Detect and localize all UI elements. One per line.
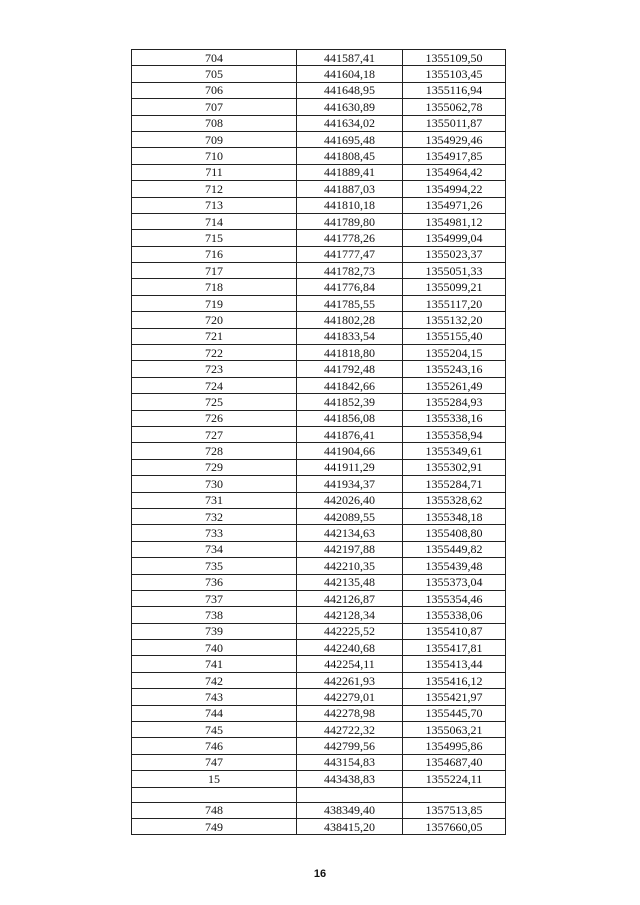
x-coordinate-cell: 442240,68 [297, 640, 403, 656]
table-row [132, 738, 506, 754]
y-coordinate-cell: 1355243,16 [403, 361, 506, 377]
table-row [132, 590, 506, 606]
x-coordinate-cell: 442799,56 [297, 738, 403, 754]
y-coordinate-cell: 1355417,81 [403, 640, 506, 656]
coordinates-table [131, 49, 506, 835]
point-number-cell: 713 [132, 197, 297, 213]
y-coordinate-cell: 1354995,86 [403, 738, 506, 754]
point-number-cell: 748 [132, 802, 297, 818]
y-coordinate-cell: 1354971,26 [403, 197, 506, 213]
x-coordinate-cell: 441889,41 [297, 164, 403, 180]
table-row [132, 246, 506, 262]
table-row [132, 295, 506, 311]
x-coordinate-cell: 442026,40 [297, 492, 403, 508]
y-coordinate-cell: 1355109,50 [403, 50, 506, 66]
y-coordinate-cell: 1355103,45 [403, 66, 506, 82]
x-coordinate-cell: 441802,28 [297, 312, 403, 328]
table-row [132, 558, 506, 574]
y-coordinate-cell: 1355421,97 [403, 689, 506, 705]
x-coordinate-cell: 442089,55 [297, 508, 403, 524]
x-coordinate-cell: 441777,47 [297, 246, 403, 262]
point-number-cell: 728 [132, 443, 297, 459]
y-coordinate-cell: 1355328,62 [403, 492, 506, 508]
point-number-cell: 746 [132, 738, 297, 754]
table-row [132, 574, 506, 590]
table-row [132, 705, 506, 721]
x-coordinate-cell: 438415,20 [297, 818, 403, 834]
table-row [132, 66, 506, 82]
point-number-cell: 718 [132, 279, 297, 295]
table-row [132, 525, 506, 541]
y-coordinate-cell: 1355224,11 [403, 771, 506, 787]
point-number-cell: 741 [132, 656, 297, 672]
y-coordinate-cell [403, 787, 506, 802]
x-coordinate-cell: 441810,18 [297, 197, 403, 213]
point-number-cell: 725 [132, 394, 297, 410]
x-coordinate-cell: 441818,80 [297, 345, 403, 361]
point-number-cell: 719 [132, 295, 297, 311]
y-coordinate-cell: 1354929,46 [403, 131, 506, 147]
x-coordinate-cell: 441808,45 [297, 148, 403, 164]
table-row [132, 754, 506, 770]
x-coordinate-cell: 441833,54 [297, 328, 403, 344]
x-coordinate-cell: 442135,48 [297, 574, 403, 590]
point-number-cell: 707 [132, 99, 297, 115]
point-number-cell: 15 [132, 771, 297, 787]
point-number-cell: 744 [132, 705, 297, 721]
point-number-cell: 727 [132, 426, 297, 442]
y-coordinate-cell: 1355116,94 [403, 82, 506, 98]
table-row [132, 722, 506, 738]
point-number-cell: 740 [132, 640, 297, 656]
table-row [132, 623, 506, 639]
table-row [132, 279, 506, 295]
y-coordinate-cell: 1354964,42 [403, 164, 506, 180]
x-coordinate-cell: 441792,48 [297, 361, 403, 377]
y-coordinate-cell: 1355051,33 [403, 263, 506, 279]
y-coordinate-cell: 1354917,85 [403, 148, 506, 164]
table-row [132, 361, 506, 377]
table-row [132, 131, 506, 147]
y-coordinate-cell: 1355338,06 [403, 607, 506, 623]
point-number-cell: 712 [132, 181, 297, 197]
point-number-cell [132, 787, 297, 802]
y-coordinate-cell: 1355373,04 [403, 574, 506, 590]
x-coordinate-cell: 441785,55 [297, 295, 403, 311]
table-row [132, 689, 506, 705]
table-row [132, 312, 506, 328]
table-row [132, 476, 506, 492]
y-coordinate-cell: 1355416,12 [403, 672, 506, 688]
point-number-cell: 722 [132, 345, 297, 361]
point-number-cell: 708 [132, 115, 297, 131]
y-coordinate-cell: 1355063,21 [403, 722, 506, 738]
x-coordinate-cell: 441911,29 [297, 459, 403, 475]
point-number-cell: 732 [132, 508, 297, 524]
point-number-cell: 720 [132, 312, 297, 328]
x-coordinate-cell: 442197,88 [297, 541, 403, 557]
point-number-cell: 710 [132, 148, 297, 164]
point-number-cell: 711 [132, 164, 297, 180]
x-coordinate-cell: 441587,41 [297, 50, 403, 66]
y-coordinate-cell: 1355132,20 [403, 312, 506, 328]
x-coordinate-cell: 443438,83 [297, 771, 403, 787]
table-row [132, 230, 506, 246]
x-coordinate-cell: 441842,66 [297, 377, 403, 393]
table-body [132, 50, 506, 835]
x-coordinate-cell: 442225,52 [297, 623, 403, 639]
table-row [132, 328, 506, 344]
x-coordinate-cell: 441695,48 [297, 131, 403, 147]
x-coordinate-cell: 441887,03 [297, 181, 403, 197]
table-row [132, 492, 506, 508]
point-number-cell: 749 [132, 818, 297, 834]
point-number-cell: 743 [132, 689, 297, 705]
y-coordinate-cell: 1355445,70 [403, 705, 506, 721]
point-number-cell: 731 [132, 492, 297, 508]
point-number-cell: 726 [132, 410, 297, 426]
y-coordinate-cell: 1355410,87 [403, 623, 506, 639]
table-row [132, 672, 506, 688]
point-number-cell: 714 [132, 213, 297, 229]
y-coordinate-cell: 1355408,80 [403, 525, 506, 541]
point-number-cell: 729 [132, 459, 297, 475]
point-number-cell: 716 [132, 246, 297, 262]
table-row [132, 164, 506, 180]
point-number-cell: 737 [132, 590, 297, 606]
point-number-cell: 738 [132, 607, 297, 623]
point-number-cell: 723 [132, 361, 297, 377]
point-number-cell: 747 [132, 754, 297, 770]
y-coordinate-cell: 1355413,44 [403, 656, 506, 672]
point-number-cell: 717 [132, 263, 297, 279]
table-row [132, 394, 506, 410]
point-number-cell: 706 [132, 82, 297, 98]
y-coordinate-cell: 1354994,22 [403, 181, 506, 197]
x-coordinate-cell: 441856,08 [297, 410, 403, 426]
y-coordinate-cell: 1357513,85 [403, 802, 506, 818]
x-coordinate-cell: 441852,39 [297, 394, 403, 410]
x-coordinate-cell: 442278,98 [297, 705, 403, 721]
x-coordinate-cell: 441776,84 [297, 279, 403, 295]
table-row [132, 410, 506, 426]
table-row [132, 99, 506, 115]
x-coordinate-cell: 441782,73 [297, 263, 403, 279]
table-row [132, 443, 506, 459]
y-coordinate-cell: 1355349,61 [403, 443, 506, 459]
table-row [132, 656, 506, 672]
y-coordinate-cell: 1355261,49 [403, 377, 506, 393]
y-coordinate-cell: 1355204,15 [403, 345, 506, 361]
x-coordinate-cell [297, 787, 403, 802]
x-coordinate-cell: 441630,89 [297, 99, 403, 115]
y-coordinate-cell: 1355302,91 [403, 459, 506, 475]
x-coordinate-cell: 441648,95 [297, 82, 403, 98]
y-coordinate-cell: 1354687,40 [403, 754, 506, 770]
table-row [132, 607, 506, 623]
table-row [132, 802, 506, 818]
table-row [132, 263, 506, 279]
x-coordinate-cell: 441634,02 [297, 115, 403, 131]
x-coordinate-cell: 442254,11 [297, 656, 403, 672]
y-coordinate-cell: 1355354,46 [403, 590, 506, 606]
y-coordinate-cell: 1355338,16 [403, 410, 506, 426]
table-row [132, 213, 506, 229]
y-coordinate-cell: 1355011,87 [403, 115, 506, 131]
point-number-cell: 745 [132, 722, 297, 738]
x-coordinate-cell: 442134,63 [297, 525, 403, 541]
table-row [132, 541, 506, 557]
point-number-cell: 724 [132, 377, 297, 393]
point-number-cell: 739 [132, 623, 297, 639]
table-row [132, 197, 506, 213]
x-coordinate-cell: 442722,32 [297, 722, 403, 738]
x-coordinate-cell: 442210,35 [297, 558, 403, 574]
table-row [132, 459, 506, 475]
point-number-cell: 721 [132, 328, 297, 344]
point-number-cell: 715 [132, 230, 297, 246]
y-coordinate-cell: 1355284,93 [403, 394, 506, 410]
y-coordinate-cell: 1357660,05 [403, 818, 506, 834]
point-number-cell: 709 [132, 131, 297, 147]
x-coordinate-cell: 442261,93 [297, 672, 403, 688]
table-row [132, 818, 506, 834]
x-coordinate-cell: 442279,01 [297, 689, 403, 705]
y-coordinate-cell: 1355099,21 [403, 279, 506, 295]
point-number-cell: 735 [132, 558, 297, 574]
x-coordinate-cell: 441604,18 [297, 66, 403, 82]
table-row [132, 82, 506, 98]
y-coordinate-cell: 1355155,40 [403, 328, 506, 344]
table-row [132, 426, 506, 442]
y-coordinate-cell: 1355117,20 [403, 295, 506, 311]
table-row [132, 787, 506, 802]
y-coordinate-cell: 1355439,48 [403, 558, 506, 574]
y-coordinate-cell: 1355449,82 [403, 541, 506, 557]
point-number-cell: 734 [132, 541, 297, 557]
point-number-cell: 730 [132, 476, 297, 492]
y-coordinate-cell: 1355348,18 [403, 508, 506, 524]
table-row [132, 148, 506, 164]
x-coordinate-cell: 441789,80 [297, 213, 403, 229]
point-number-cell: 704 [132, 50, 297, 66]
x-coordinate-cell: 441904,66 [297, 443, 403, 459]
y-coordinate-cell: 1355023,37 [403, 246, 506, 262]
y-coordinate-cell: 1355358,94 [403, 426, 506, 442]
table-row [132, 508, 506, 524]
x-coordinate-cell: 442126,87 [297, 590, 403, 606]
table-row [132, 345, 506, 361]
table-row [132, 377, 506, 393]
table-row [132, 115, 506, 131]
table-row [132, 181, 506, 197]
x-coordinate-cell: 442128,34 [297, 607, 403, 623]
y-coordinate-cell: 1354981,12 [403, 213, 506, 229]
table-row [132, 771, 506, 787]
y-coordinate-cell: 1354999,04 [403, 230, 506, 246]
x-coordinate-cell: 443154,83 [297, 754, 403, 770]
y-coordinate-cell: 1355284,71 [403, 476, 506, 492]
x-coordinate-cell: 438349,40 [297, 802, 403, 818]
x-coordinate-cell: 441876,41 [297, 426, 403, 442]
point-number-cell: 742 [132, 672, 297, 688]
table-row [132, 50, 506, 66]
point-number-cell: 705 [132, 66, 297, 82]
y-coordinate-cell: 1355062,78 [403, 99, 506, 115]
point-number-cell: 736 [132, 574, 297, 590]
point-number-cell: 733 [132, 525, 297, 541]
x-coordinate-cell: 441778,26 [297, 230, 403, 246]
page-number: 16 [313, 868, 327, 880]
x-coordinate-cell: 441934,37 [297, 476, 403, 492]
table-row [132, 640, 506, 656]
